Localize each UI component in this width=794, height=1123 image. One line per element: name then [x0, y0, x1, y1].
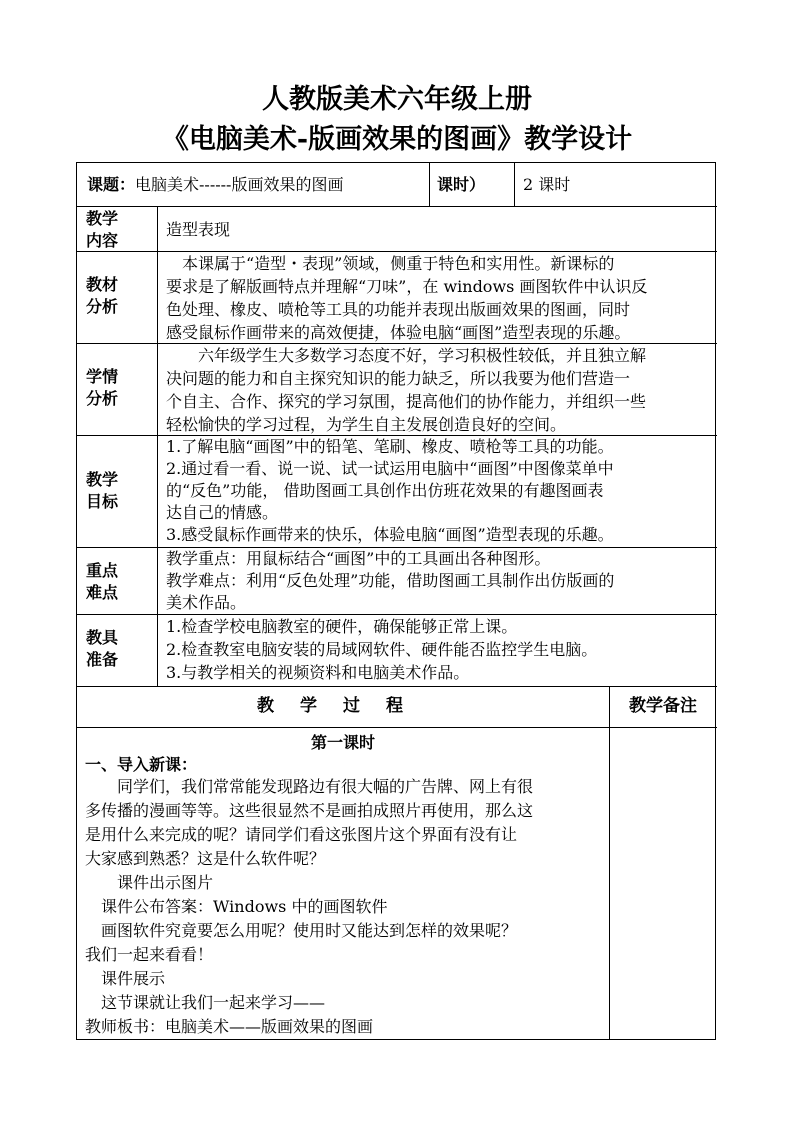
text-line: 这节课就让我们一起来学习—— [85, 993, 326, 1012]
text-line: 的“反色”功能， 借助图画工具创作出仿班花效果的有趣图画表 [166, 481, 604, 500]
lesson-title: 第一课时 [310, 733, 375, 752]
process-header: 教学过程 [257, 696, 429, 716]
text-line: 轻松愉快的学习过程，为学生自主发展创造良好的空间。 [166, 415, 567, 434]
students-text [166, 344, 646, 436]
topic-label: 课题： [87, 175, 136, 194]
text-line: 画图软件究竟要怎么用呢？使用时又能达到怎样的效果呢？ [85, 921, 518, 940]
label-line: 学情 [86, 367, 119, 386]
keypoints-label [86, 560, 118, 604]
text-line: 大家感到熟悉？这是什么软件呢？ [85, 849, 326, 868]
hours-value: 2 课时 [523, 175, 571, 194]
col-divider [514, 163, 515, 206]
row-divider [77, 206, 717, 207]
text-line: 课件展示 [85, 969, 166, 988]
text-line: 要求是了解版画特点并理解“刀味”，在 windows 画图软件中认识反 [166, 277, 648, 296]
content-label [86, 208, 118, 252]
lesson-plan-table [76, 162, 716, 1040]
text-line: 是用什么来完成的呢？请同学们看这张图片这个界面有没有让 [85, 825, 518, 844]
material-text [166, 252, 647, 344]
text-line: 感受鼠标作画带来的高效便捷，体验电脑“画图”造型表现的乐趣。 [166, 323, 631, 342]
text-line: 个自主、合作、探究的学习氛围，提高他们的协作能力，并组织一些 [166, 392, 647, 411]
text-line: 美术作品。 [166, 593, 247, 612]
label-line: 教学 [86, 209, 119, 228]
text-line: 1.检查学校电脑教室的硬件，确保能够正常上课。 [166, 617, 518, 636]
text-line: 2.检查教室电脑安装的局域网软件、硬件能否监控学生电脑。 [166, 640, 598, 659]
text-line: 1.了解电脑“画图”中的铅笔、笔刷、橡皮、喷枪等工具的功能。 [166, 437, 614, 456]
text-line: 教师板书：电脑美术——版画效果的图画 [85, 1017, 374, 1036]
text-line: 课件出示图片 [85, 873, 214, 892]
text-line: 本课属于“造型・表现”领域，侧重于特色和实用性。新课标的 [166, 254, 615, 273]
text-line: 多传播的漫画等等。这些很显然不是画拍成照片再使用，那么这 [85, 801, 534, 820]
goals-text [166, 436, 614, 546]
text-line: 教学难点：利用“反色处理”功能，借助图画工具制作出仿版画的 [166, 571, 615, 590]
text-line: 同学们，我们常常能发现路边有很大幅的广告牌、网上有很 [85, 777, 534, 796]
text-line: 达自己的情感。 [166, 503, 279, 522]
label-line: 重点 [86, 561, 119, 580]
text-line: 3.与教学相关的视频资料和电脑美术作品。 [166, 663, 470, 682]
text-line: 2.通过看一看、说一说、试一试运用电脑中“画图”中图像菜单中 [166, 459, 614, 478]
topic-cell [87, 173, 343, 196]
label-line: 分析 [86, 389, 119, 408]
keypoints-text [166, 548, 614, 614]
material-label [86, 274, 118, 318]
col-divider [157, 206, 158, 686]
goals-label [86, 469, 118, 513]
notes-header: 教学备注 [629, 696, 697, 716]
text-line: 我们一起来看看！ [85, 945, 214, 964]
document-title-line2: 《电脑美术-版画效果的图画》教学设计 [161, 124, 633, 155]
tools-label [86, 627, 118, 671]
text-line: 教学重点：用鼠标结合“画图”中的工具画出各种图形。 [166, 549, 551, 568]
section-heading: 一、导入新课： [85, 755, 198, 774]
label-line: 分析 [86, 297, 119, 316]
row-divider [77, 727, 717, 728]
text-line: 决问题的能力和自主探究知识的能力缺乏，所以我要为他们营造一 [166, 369, 631, 388]
text-line: 课件公布答案：Windows 中的画图软件 [85, 897, 388, 916]
label-line: 教学 [86, 470, 119, 489]
text-line: 3.感受鼠标作画带来的快乐，体验电脑“画图”造型表现的乐趣。 [166, 525, 614, 544]
document-title-line1: 人教版美术六年级上册 [262, 84, 532, 115]
text-line: 色处理、橡皮、喷枪等工具的功能并表现出版画效果的图画，同时 [166, 300, 631, 319]
label-line: 准备 [86, 650, 119, 669]
label-line: 教具 [86, 628, 119, 647]
text-line: 六年级学生大多数学习态度不好，学习积极性较低，并且独立解 [166, 346, 647, 365]
content-text: 造型表现 [166, 220, 231, 239]
hours-label: 课时） [437, 175, 486, 194]
students-label [86, 366, 118, 410]
label-line: 难点 [86, 583, 119, 602]
col-divider [429, 163, 430, 206]
label-line: 目标 [86, 492, 119, 511]
tools-text [166, 615, 597, 684]
lesson-body [85, 775, 533, 1039]
label-line: 教材 [86, 275, 119, 294]
label-line: 内容 [86, 231, 119, 250]
topic-value: 电脑美术------版画效果的图画 [135, 175, 344, 194]
row-divider [77, 686, 717, 687]
col-divider [609, 686, 610, 1039]
